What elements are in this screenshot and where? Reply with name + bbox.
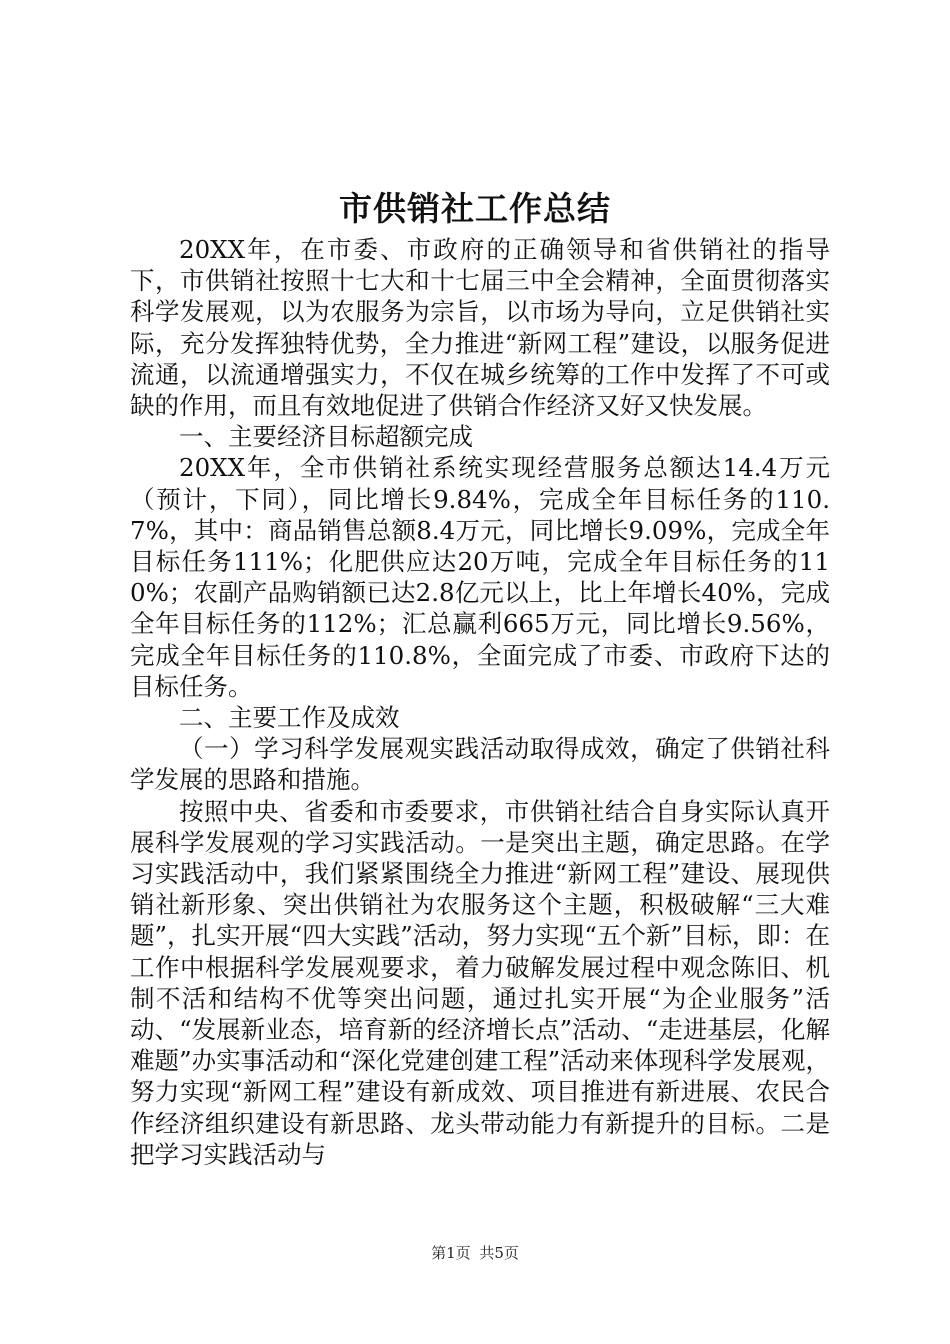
section-heading-1: 一、主要经济目标超额完成: [179, 422, 473, 452]
subsection-heading-1: （一）学习科学发展观实践活动取得成效，确定了供销社科学发展的思路和措施。: [130, 734, 830, 795]
paragraph-economic-targets: 20XX年，全市供销社系统实现经营服务总额达14.4万元（预计，下同），同比增长9.84%，完成全年目标任务的110.7%，其中：商品销售总额8.4万元，同比增长9.09%，完成全年目标任务111%；化肥供应达20万吨，完成全年目标任务的110%；农副产品购销额已达2.8亿元以上，比上年增长40%，完成全年目标任务的112%；汇总赢利665万元，同比增长9.56%，完成全年目标任务的110.8%，全面完成了市委、市政府下达的目标任务。: [130, 453, 830, 701]
section-heading-2: 二、主要工作及成效: [179, 703, 400, 733]
paragraph-study-practice: 按照中央、省委和市委要求，市供销社结合自身实际认真开展科学发展观的学习实践活动。一是突出主题，确定思路。在学习实践活动中，我们紧紧围绕全力推进“新网工程”建设、展现供销社新形象、突出供销社为农服务这个主题，积极破解“三大难题”，扎实开展“四大实践”活动，努力实现“五个新”目标，即：在工作中根据科学发展观要求，着力破解发展过程中观念陈旧、机制不活和结构不优等突出问题，通过扎实开展“为企业服务”活动、“发展新业态，培育新的经济增长点”活动、“走进基层，化解难题”办实事活动和“深化党建创建工程”活动来体现科学发展观，努力实现“新网工程”建设有新成效、项目推进有新进展、农民合作经济组织建设有新思路、龙头带动能力有新提升的目标。二是把学习实践活动与: [130, 796, 830, 1169]
paragraph-intro: 20XX年，在市委、市政府的正确领导和省供销社的指导下，市供销社按照十七大和十七届三中全会精神，全面贯彻落实科学发展观，以为农服务为宗旨，以市场为导向，立足供销社实际，充分发挥独特优势，全力推进“新网工程”建设，以服务促进流通，以流通增强实力，不仅在城乡统筹的工作中发挥了不可或缺的作用，而且有效地促进了供销合作经济又好又快发展。: [130, 235, 830, 421]
page-footer: [0, 1242, 950, 1264]
document-title: 市供销社工作总结: [339, 189, 611, 228]
page-total: 共5页: [479, 1244, 519, 1262]
page-number: 第1页: [431, 1244, 471, 1262]
document-body: [130, 234, 830, 1170]
